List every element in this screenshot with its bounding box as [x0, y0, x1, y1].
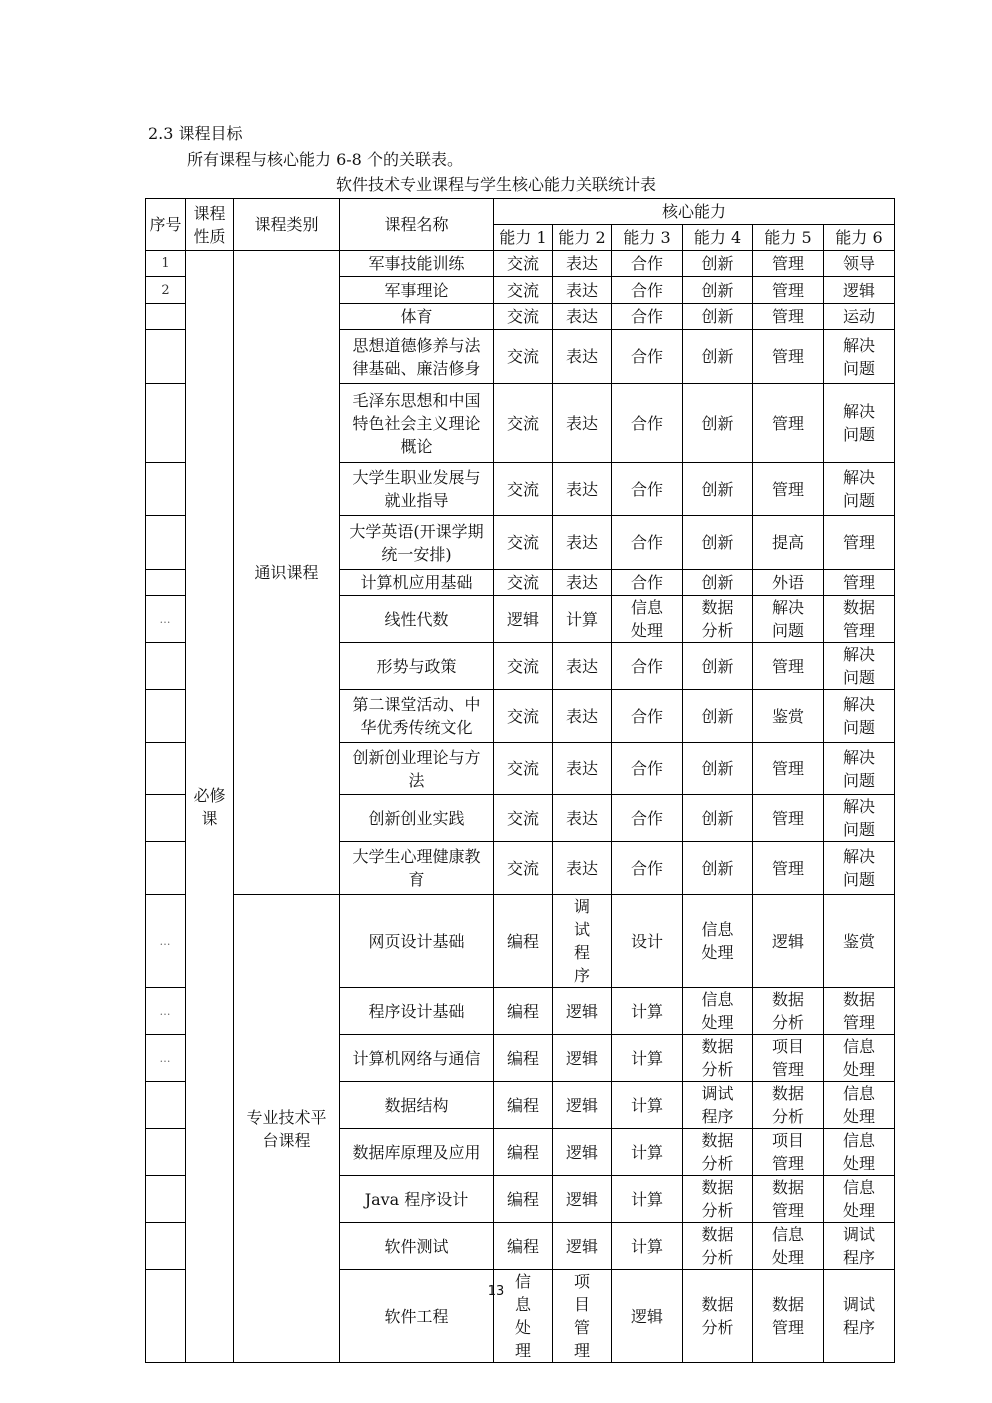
intro-text: 所有课程与核心能力 6-8 个的关联表。 [187, 150, 463, 169]
ability-cell: 合作 [612, 304, 683, 330]
ability-cell: 合作 [612, 384, 683, 463]
ability-cell: 交流 [494, 277, 553, 304]
ability-cell: 管理 [824, 570, 895, 596]
seq-cell [146, 304, 186, 330]
ability-cell: 创新 [683, 842, 753, 895]
seq-cell [146, 1082, 186, 1129]
ability-cell: 外语 [753, 570, 824, 596]
page-number: 13 [487, 1284, 505, 1299]
ability-cell: 表达 [553, 330, 612, 384]
ability-cell: 数据分析 [683, 1176, 753, 1223]
ability-cell: 数据分析 [683, 1035, 753, 1082]
ability-cell: 合作 [612, 842, 683, 895]
ability-cell: 创新 [683, 690, 753, 743]
ability-cell: 逻辑 [494, 596, 553, 643]
table-row [146, 251, 895, 277]
course-name-cell: 数据库原理及应用 [340, 1129, 494, 1176]
ability-cell: 编程 [494, 1129, 553, 1176]
course-name-cell: 大学生职业发展与就业指导 [340, 463, 494, 516]
ability-cell: 表达 [553, 690, 612, 743]
ability-cell: 合作 [612, 570, 683, 596]
ability-cell: 管理 [753, 384, 824, 463]
ability-cell: 管理 [753, 842, 824, 895]
ability-cell: 表达 [553, 384, 612, 463]
ability-cell: 计算 [612, 1082, 683, 1129]
ability-cell: 逻辑 [553, 1082, 612, 1129]
ability-cell: 交流 [494, 516, 553, 570]
ability-cell: 解决问题 [824, 643, 895, 690]
course-nature-cell: 必修课 [186, 251, 234, 1363]
ability-cell: 编程 [494, 988, 553, 1035]
ability-cell: 合作 [612, 795, 683, 842]
seq-cell [146, 463, 186, 516]
ability-cell: 信息处理 [824, 1035, 895, 1082]
course-name-cell: 数据结构 [340, 1082, 494, 1129]
course-name-cell: 思想道德修养与法律基础、廉洁修身 [340, 330, 494, 384]
course-name-cell: 创新创业理论与方法 [340, 743, 494, 795]
ability-cell: 合作 [612, 463, 683, 516]
ability-cell: 交流 [494, 384, 553, 463]
course-name-cell: 第二课堂活动、中华优秀传统文化 [340, 690, 494, 743]
ability-cell: 合作 [612, 277, 683, 304]
ability-cell: 数据分析 [753, 988, 824, 1035]
ability-cell: 数据分析 [683, 1270, 753, 1363]
ability-cell: 创新 [683, 330, 753, 384]
ability-cell: 调试程序 [824, 1270, 895, 1363]
ability-cell: 创新 [683, 743, 753, 795]
ability-cell: 解决问题 [824, 330, 895, 384]
ability-cell: 合作 [612, 690, 683, 743]
ability-cell: 鉴赏 [824, 895, 895, 988]
ability-cell: 合作 [612, 643, 683, 690]
ability-cell: 信息处理 [824, 1176, 895, 1223]
ability-cell: 逻辑 [753, 895, 824, 988]
ability-cell: 数据管理 [824, 988, 895, 1035]
seq-cell [146, 1176, 186, 1223]
ability-cell: 管理 [824, 516, 895, 570]
ability-cell: 数据管理 [753, 1270, 824, 1363]
header-course-name: 课程名称 [340, 199, 494, 251]
ability-cell: 创新 [683, 570, 753, 596]
ability-cell: 管理 [753, 304, 824, 330]
ability-cell: 编程 [494, 1082, 553, 1129]
ability-cell: 计算 [612, 1223, 683, 1270]
ability-cell: 项目管理 [753, 1129, 824, 1176]
ability-cell: 项目管理 [553, 1270, 612, 1363]
ability-cell: 创新 [683, 304, 753, 330]
seq-cell: … [146, 1035, 186, 1082]
ability-cell: 创新 [683, 795, 753, 842]
course-category-cell: 专业技术平台课程 [234, 895, 340, 1363]
ability-cell: 调试程序 [553, 895, 612, 988]
course-name-cell: 形势与政策 [340, 643, 494, 690]
ability-cell: 管理 [753, 795, 824, 842]
course-name-cell: 网页设计基础 [340, 895, 494, 988]
ability-cell: 信息处理 [683, 895, 753, 988]
course-name-cell: 军事技能训练 [340, 251, 494, 277]
seq-cell [146, 743, 186, 795]
course-name-cell: 军事理论 [340, 277, 494, 304]
ability-cell: 信息处理 [683, 988, 753, 1035]
ability-cell: 表达 [553, 643, 612, 690]
ability-cell: 编程 [494, 1223, 553, 1270]
ability-cell: 解决问题 [824, 795, 895, 842]
ability-cell: 逻辑 [612, 1270, 683, 1363]
seq-cell: … [146, 596, 186, 643]
table-caption: 软件技术专业课程与学生核心能力关联统计表 [335, 175, 656, 194]
ability-cell: 数据分析 [753, 1082, 824, 1129]
table-row [146, 895, 895, 988]
ability-cell: 表达 [553, 251, 612, 277]
course-name-cell: 程序设计基础 [340, 988, 494, 1035]
course-name-cell: 软件测试 [340, 1223, 494, 1270]
ability-cell: 数据分析 [683, 596, 753, 643]
ability-cell: 合作 [612, 516, 683, 570]
course-name-cell: 大学生心理健康教育 [340, 842, 494, 895]
ability-cell: 表达 [553, 743, 612, 795]
course-name-cell: 计算机应用基础 [340, 570, 494, 596]
ability-cell: 管理 [753, 463, 824, 516]
ability-cell: 表达 [553, 570, 612, 596]
ability-cell: 创新 [683, 463, 753, 516]
ability-cell: 交流 [494, 795, 553, 842]
ability-cell: 领导 [824, 251, 895, 277]
header-ability-6: 能力 6 [824, 225, 895, 251]
seq-cell [146, 384, 186, 463]
ability-cell: 表达 [553, 842, 612, 895]
seq-cell [146, 643, 186, 690]
seq-cell: … [146, 895, 186, 988]
seq-cell [146, 842, 186, 895]
header-seq: 序号 [146, 199, 186, 251]
ability-cell: 运动 [824, 304, 895, 330]
ability-cell: 信息处理 [612, 596, 683, 643]
seq-cell: … [146, 988, 186, 1035]
ability-cell: 合作 [612, 743, 683, 795]
ability-cell: 提高 [753, 516, 824, 570]
ability-cell: 计算 [612, 1035, 683, 1082]
section-heading: 2.3 课程目标 [148, 124, 243, 143]
ability-cell: 合作 [612, 251, 683, 277]
ability-cell: 调试程序 [683, 1082, 753, 1129]
seq-cell [146, 1223, 186, 1270]
ability-cell: 解决问题 [824, 743, 895, 795]
course-category-cell: 通识课程 [234, 251, 340, 895]
seq-cell [146, 330, 186, 384]
ability-cell: 管理 [753, 643, 824, 690]
ability-cell: 创新 [683, 643, 753, 690]
ability-cell: 解决问题 [753, 596, 824, 643]
seq-cell: 2 [146, 277, 186, 304]
ability-cell: 数据分析 [683, 1223, 753, 1270]
ability-cell: 信息处理 [494, 1270, 553, 1363]
ability-cell: 设计 [612, 895, 683, 988]
header-category: 课程类别 [234, 199, 340, 251]
ability-cell: 计算 [553, 596, 612, 643]
course-name-cell: 线性代数 [340, 596, 494, 643]
ability-cell: 计算 [612, 1176, 683, 1223]
ability-cell: 逻辑 [553, 1176, 612, 1223]
ability-cell: 编程 [494, 1176, 553, 1223]
course-name-cell: 大学英语(开课学期统一安排) [340, 516, 494, 570]
header-ability-5: 能力 5 [753, 225, 824, 251]
course-name-cell: 毛泽东思想和中国特色社会主义理论概论 [340, 384, 494, 463]
ability-cell: 编程 [494, 895, 553, 988]
ability-cell: 计算 [612, 988, 683, 1035]
ability-cell: 信息处理 [824, 1129, 895, 1176]
ability-cell: 表达 [553, 277, 612, 304]
ability-cell: 创新 [683, 516, 753, 570]
ability-cell: 交流 [494, 643, 553, 690]
ability-cell: 逻辑 [553, 1223, 612, 1270]
ability-cell: 创新 [683, 251, 753, 277]
ability-cell: 创新 [683, 384, 753, 463]
ability-cell: 调试程序 [824, 1223, 895, 1270]
ability-cell: 计算 [612, 1129, 683, 1176]
ability-cell: 表达 [553, 795, 612, 842]
ability-cell: 表达 [553, 304, 612, 330]
ability-cell: 项目管理 [753, 1035, 824, 1082]
ability-cell: 数据管理 [753, 1176, 824, 1223]
header-ability-4: 能力 4 [683, 225, 753, 251]
seq-cell [146, 570, 186, 596]
ability-cell: 管理 [753, 330, 824, 384]
course-name-cell: 创新创业实践 [340, 795, 494, 842]
ability-cell: 创新 [683, 277, 753, 304]
seq-cell [146, 516, 186, 570]
seq-cell [146, 690, 186, 743]
ability-cell: 管理 [753, 251, 824, 277]
ability-cell: 交流 [494, 842, 553, 895]
seq-cell: 1 [146, 251, 186, 277]
ability-cell: 交流 [494, 251, 553, 277]
header-ability-2: 能力 2 [553, 225, 612, 251]
seq-cell [146, 795, 186, 842]
header-ability-3: 能力 3 [612, 225, 683, 251]
header-core-ability: 核心能力 [494, 199, 895, 225]
course-name-cell: Java 程序设计 [340, 1176, 494, 1223]
ability-cell: 解决问题 [824, 842, 895, 895]
ability-cell: 解决问题 [824, 463, 895, 516]
ability-cell: 逻辑 [553, 988, 612, 1035]
ability-cell: 逻辑 [824, 277, 895, 304]
ability-cell: 合作 [612, 330, 683, 384]
ability-cell: 表达 [553, 516, 612, 570]
seq-cell [146, 1129, 186, 1176]
ability-cell: 交流 [494, 690, 553, 743]
ability-cell: 交流 [494, 743, 553, 795]
ability-cell: 鉴赏 [753, 690, 824, 743]
ability-cell: 信息处理 [824, 1082, 895, 1129]
ability-cell: 管理 [753, 277, 824, 304]
ability-cell: 交流 [494, 330, 553, 384]
course-name-cell: 软件工程 [340, 1270, 494, 1363]
ability-cell: 管理 [753, 743, 824, 795]
ability-cell: 解决问题 [824, 384, 895, 463]
ability-cell: 交流 [494, 463, 553, 516]
ability-cell: 信息处理 [753, 1223, 824, 1270]
course-name-cell: 体育 [340, 304, 494, 330]
ability-cell: 编程 [494, 1035, 553, 1082]
ability-cell: 逻辑 [553, 1129, 612, 1176]
course-name-cell: 计算机网络与通信 [340, 1035, 494, 1082]
ability-cell: 交流 [494, 570, 553, 596]
ability-cell: 交流 [494, 304, 553, 330]
course-ability-table [145, 198, 895, 1363]
ability-cell: 表达 [553, 463, 612, 516]
ability-cell: 解决问题 [824, 690, 895, 743]
header-nature: 课程性质 [186, 199, 234, 251]
ability-cell: 逻辑 [553, 1035, 612, 1082]
header-ability-1: 能力 1 [494, 225, 553, 251]
ability-cell: 数据管理 [824, 596, 895, 643]
ability-cell: 数据分析 [683, 1129, 753, 1176]
